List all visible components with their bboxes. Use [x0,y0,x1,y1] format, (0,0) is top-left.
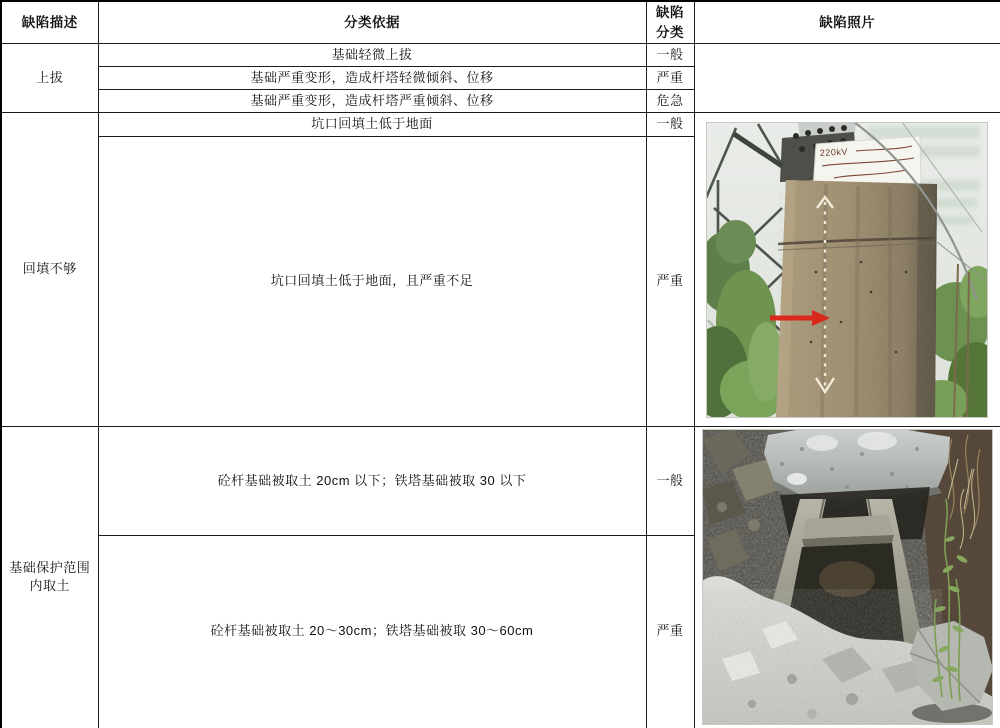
header-defect-description: 缺陷描述 [1,1,98,44]
basis-cell: 基础严重变形，造成杆塔严重倾斜、位移 [98,90,646,113]
severity-cell: 严重 [646,536,694,728]
large-rock [910,621,993,723]
severity-cell: 一般 [646,44,694,67]
basis-cell: 坑口回填土低于地面 [98,113,646,137]
soil-removal-photo-svg [702,429,993,725]
basis-cell: 坑口回填土低于地面，且严重不足 [98,137,646,427]
group-label-backfill: 回填不够 [1,113,98,427]
photo-cell-soil-removal [694,427,1000,728]
photo-cell-backfill [694,113,1000,427]
group-label-uplift: 上拔 [1,44,98,113]
sign-text: 220kV [819,146,849,158]
concrete-pier [776,180,937,418]
backfill-defect-photo [706,122,988,418]
header-classification-basis: 分类依据 [98,1,646,44]
basis-cell: 基础轻微上拔 [98,44,646,67]
severity-cell: 一般 [646,427,694,536]
severity-cell: 严重 [646,137,694,427]
header-defect-photo: 缺陷照片 [694,1,1000,44]
basis-cell: 砼杆基础被取土 20～30cm；铁塔基础被取 30～60cm [98,536,646,728]
severity-cell: 危急 [646,90,694,113]
soil-removal-defect-photo [702,429,993,725]
group-label-soil-removal: 基础保护范围内取土 [1,427,98,728]
severity-cell: 一般 [646,113,694,137]
header-defect-class: 缺陷分类 [646,1,694,44]
backfill-photo-svg [706,122,988,418]
photo-cell-empty [694,44,1000,113]
basis-cell: 基础严重变形，造成杆塔轻微倾斜、位移 [98,67,646,90]
basis-cell: 砼杆基础被取土 20cm 以下；铁塔基础被取 30 以下 [98,427,646,536]
severity-cell: 严重 [646,67,694,90]
